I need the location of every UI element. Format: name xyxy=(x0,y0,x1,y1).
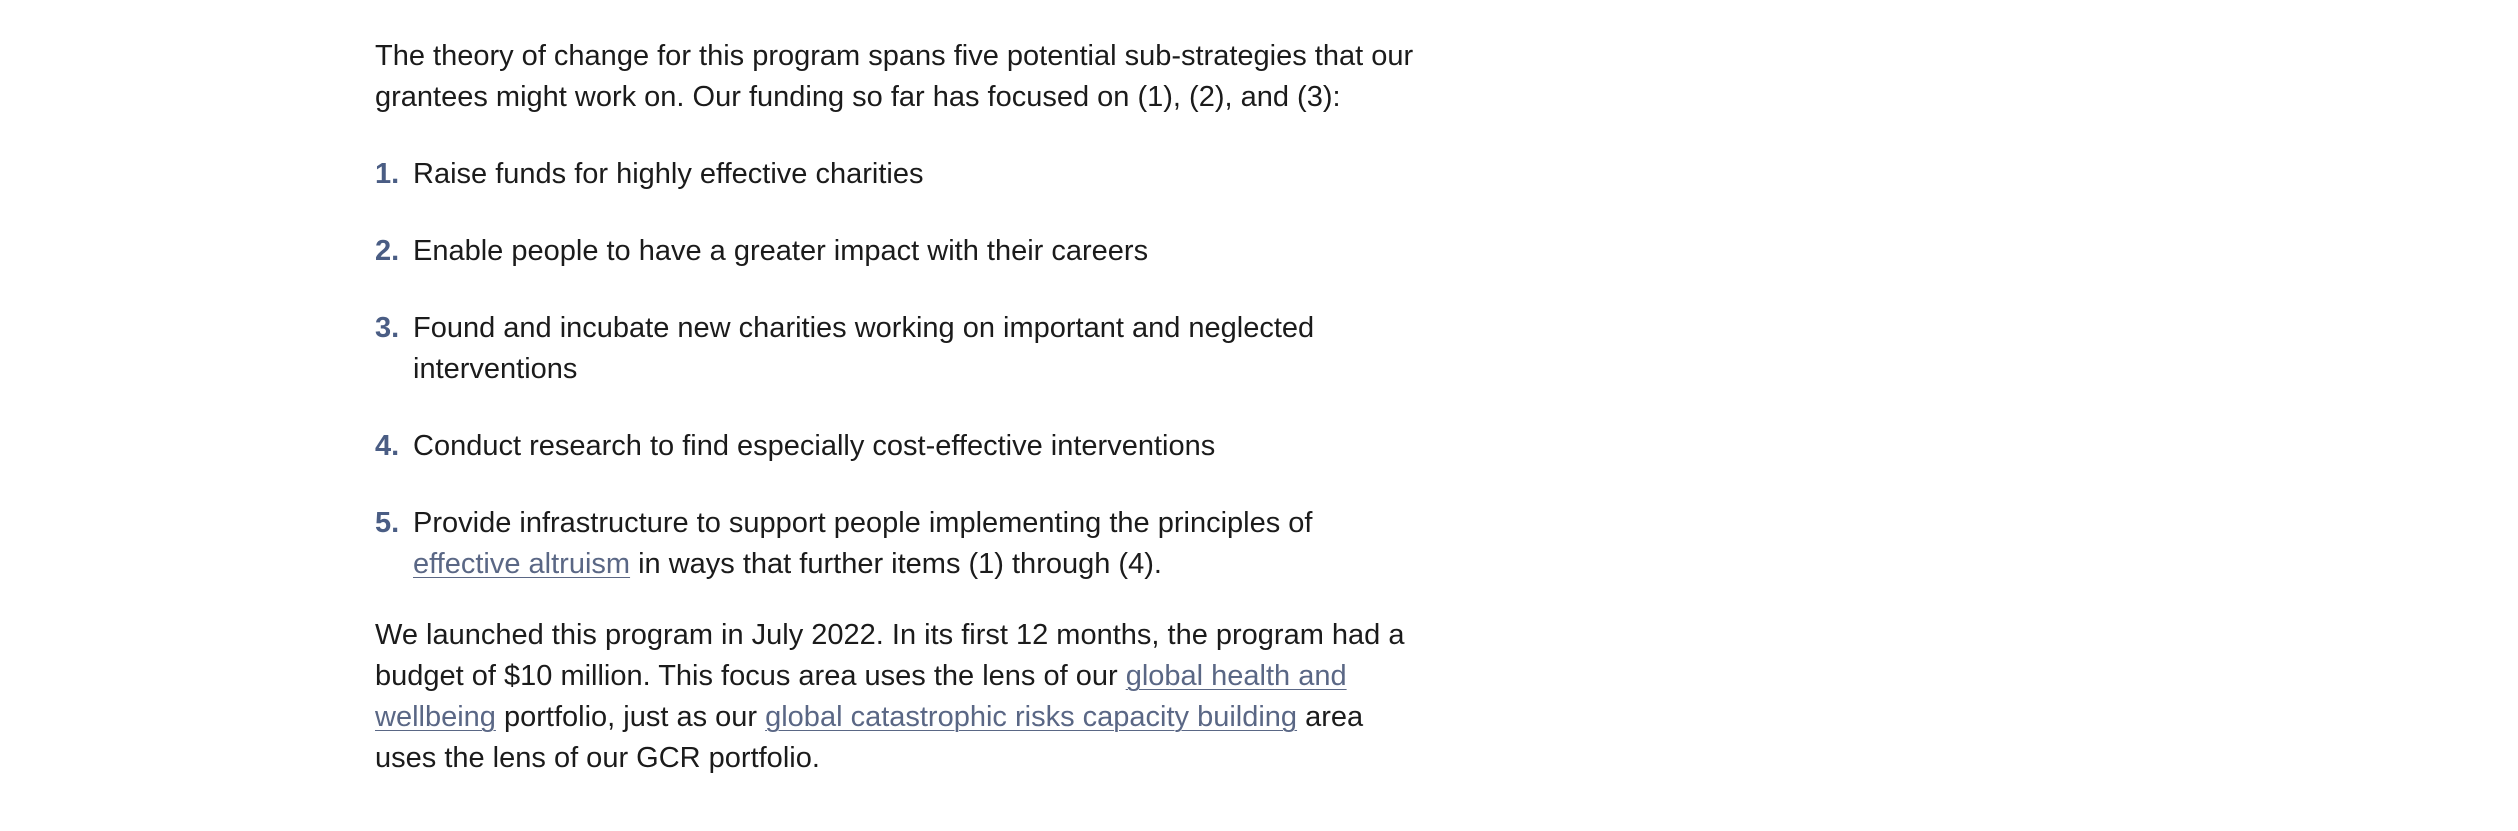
list-item xyxy=(375,503,1415,585)
list-item-text: Found and incubate new charities working on important and neglected interventions xyxy=(413,312,1315,385)
sub-strategies-list xyxy=(375,154,1415,585)
list-item xyxy=(375,231,1415,272)
list-number: 4. xyxy=(375,430,400,462)
closing-text-part3: area uses the lens of our GCR portfolio. xyxy=(375,701,1364,774)
list-number: 3. xyxy=(375,312,400,344)
list-number: 1. xyxy=(375,158,400,190)
list-number: 5. xyxy=(375,507,400,539)
closing-text-part1: We launched this program in July 2022. In its first 12 months, the program had a budget of $10 million. This focus area uses the lens of our xyxy=(375,619,1405,692)
closing-paragraph xyxy=(375,615,1415,779)
intro-paragraph: The theory of change for this program spans five potential sub-strategies that our grantees might work on. Our funding so far has focused on (1), (2), and (3): xyxy=(375,40,1414,113)
list-item-text-after: in ways that further items (1) through (4). xyxy=(630,548,1162,580)
list-item xyxy=(375,426,1415,467)
list-item xyxy=(375,308,1415,390)
gcr-capacity-building-link[interactable]: global catastrophic risks capacity building xyxy=(765,701,1298,733)
effective-altruism-link[interactable]: effective altruism xyxy=(413,548,631,580)
list-item-text: Raise funds for highly effective charities xyxy=(413,158,924,190)
list-item-text xyxy=(413,503,1415,585)
list-item-text: Conduct research to find especially cost-effective interventions xyxy=(413,430,1216,462)
closing-text-part2: portfolio, just as our xyxy=(495,701,766,733)
list-item xyxy=(375,154,1415,195)
list-item-text-before: Provide infrastructure to support people implementing the principles of xyxy=(413,507,1313,539)
article-body xyxy=(375,36,1415,779)
global-health-wellbeing-link[interactable]: global health and wellbeing xyxy=(375,660,1347,733)
list-item-text: Enable people to have a greater impact with their careers xyxy=(413,235,1149,267)
list-number: 2. xyxy=(375,235,400,267)
